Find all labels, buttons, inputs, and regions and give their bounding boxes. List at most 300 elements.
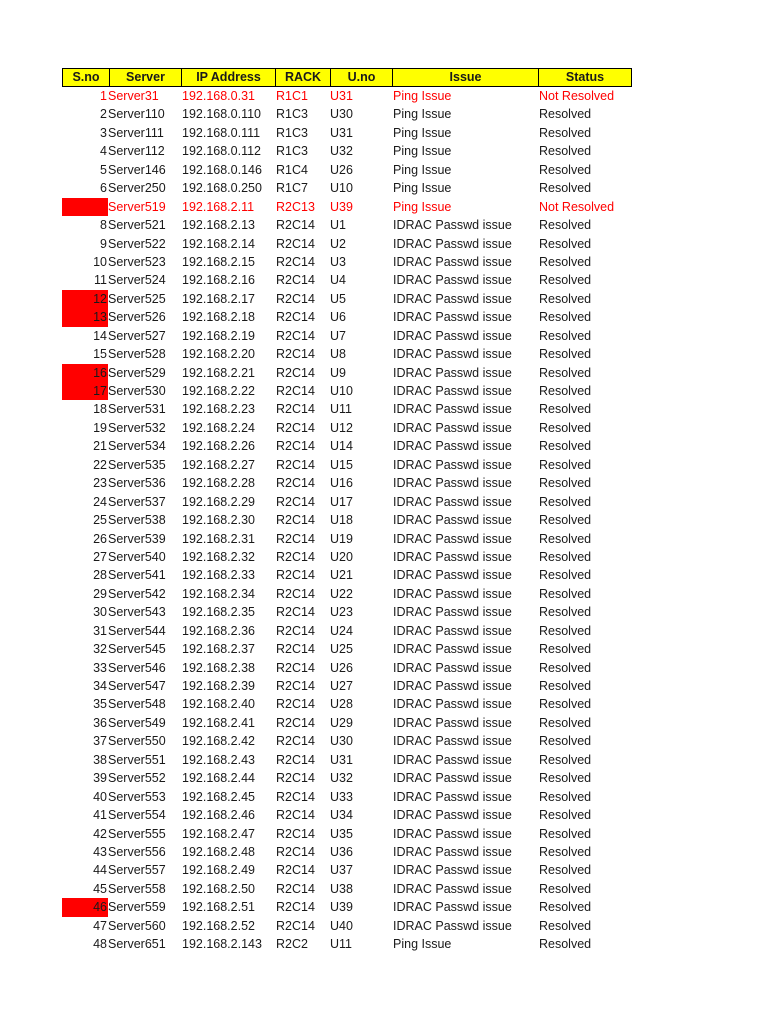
cell-sno[interactable]: 1 xyxy=(100,89,107,103)
cell-server[interactable]: Server551 xyxy=(108,752,166,767)
cell-uno[interactable]: U31 xyxy=(330,89,353,103)
cell-sno[interactable]: 15 xyxy=(93,347,107,362)
cell-ip-address[interactable]: 192.168.2.30 xyxy=(182,513,255,528)
cell-uno[interactable]: U15 xyxy=(330,457,353,472)
cell-rack[interactable]: R2C14 xyxy=(276,310,315,325)
cell-status[interactable]: Resolved xyxy=(539,365,592,380)
cell-rack[interactable]: R2C14 xyxy=(276,494,315,509)
cell-issue[interactable]: IDRAC Passwd issue xyxy=(393,457,512,472)
cell-ip-address[interactable]: 192.168.0.146 xyxy=(182,162,262,177)
cell-status[interactable]: Resolved xyxy=(539,881,592,896)
cell-ip-address[interactable]: 192.168.2.11 xyxy=(182,199,255,214)
cell-sno[interactable]: 35 xyxy=(93,697,107,712)
cell-issue[interactable]: IDRAC Passwd issue xyxy=(393,900,512,915)
cell-uno[interactable]: U22 xyxy=(330,586,353,601)
cell-uno[interactable]: U10 xyxy=(330,384,353,398)
cell-status[interactable]: Resolved xyxy=(539,844,592,859)
cell-status[interactable]: Resolved xyxy=(539,402,592,417)
cell-rack[interactable]: R2C13 xyxy=(276,199,315,214)
cell-rack[interactable]: R2C14 xyxy=(276,476,315,491)
cell-uno[interactable]: U38 xyxy=(330,881,353,896)
cell-rack[interactable]: R2C14 xyxy=(276,384,315,398)
cell-issue[interactable]: IDRAC Passwd issue xyxy=(393,476,512,491)
cell-ip-address[interactable]: 192.168.2.26 xyxy=(182,439,255,454)
cell-ip-address[interactable]: 192.168.2.47 xyxy=(182,826,255,841)
cell-sno[interactable]: 40 xyxy=(93,789,107,804)
cell-sno[interactable]: 31 xyxy=(93,623,107,638)
cell-sno[interactable]: 27 xyxy=(93,549,107,564)
cell-uno[interactable]: U1 xyxy=(330,218,346,233)
cell-sno[interactable]: 3 xyxy=(100,125,107,140)
cell-ip-address[interactable]: 192.168.2.27 xyxy=(182,457,255,472)
cell-sno[interactable]: 24 xyxy=(93,494,107,509)
cell-server[interactable]: Server522 xyxy=(108,236,166,251)
cell-ip-address[interactable]: 192.168.2.17 xyxy=(182,291,255,306)
cell-server[interactable]: Server531 xyxy=(108,402,166,417)
cell-issue[interactable]: IDRAC Passwd issue xyxy=(393,402,512,417)
header-rack[interactable]: RACK xyxy=(275,68,330,87)
cell-uno[interactable]: U11 xyxy=(330,937,353,952)
cell-uno[interactable]: U24 xyxy=(330,623,353,638)
cell-rack[interactable]: R2C14 xyxy=(276,328,315,343)
cell-issue[interactable]: Ping Issue xyxy=(393,162,452,177)
cell-uno[interactable]: U4 xyxy=(330,273,346,288)
cell-server[interactable]: Server31 xyxy=(108,89,159,103)
cell-uno[interactable]: U26 xyxy=(330,162,353,177)
cell-status[interactable]: Resolved xyxy=(539,789,592,804)
cell-server[interactable]: Server250 xyxy=(108,181,166,196)
cell-rack[interactable]: R1C3 xyxy=(276,107,308,122)
cell-rack[interactable]: R2C14 xyxy=(276,586,315,601)
cell-server[interactable]: Server111 xyxy=(108,125,164,140)
cell-ip-address[interactable]: 192.168.2.50 xyxy=(182,881,255,896)
cell-sno[interactable]: 21 xyxy=(93,439,107,454)
cell-issue[interactable]: IDRAC Passwd issue xyxy=(393,273,512,288)
cell-uno[interactable]: U11 xyxy=(330,402,353,417)
cell-sno[interactable]: 26 xyxy=(93,531,107,546)
cell-ip-address[interactable]: 192.168.2.46 xyxy=(182,808,255,823)
cell-uno[interactable]: U34 xyxy=(330,808,353,823)
cell-server[interactable]: Server651 xyxy=(108,937,166,952)
cell-status[interactable]: Resolved xyxy=(539,826,592,841)
cell-rack[interactable]: R2C14 xyxy=(276,291,315,306)
cell-rack[interactable]: R2C14 xyxy=(276,457,315,472)
cell-ip-address[interactable]: 192.168.2.24 xyxy=(182,420,255,435)
cell-uno[interactable]: U36 xyxy=(330,844,353,859)
cell-ip-address[interactable]: 192.168.2.14 xyxy=(182,236,255,251)
cell-ip-address[interactable]: 192.168.2.29 xyxy=(182,494,255,509)
cell-rack[interactable]: R2C2 xyxy=(276,937,308,952)
cell-server[interactable]: Server535 xyxy=(108,457,166,472)
cell-uno[interactable]: U28 xyxy=(330,697,353,712)
cell-uno[interactable]: U37 xyxy=(330,863,353,878)
cell-status[interactable]: Resolved xyxy=(539,125,592,140)
cell-ip-address[interactable]: 192.168.2.18 xyxy=(182,310,255,325)
cell-status[interactable]: Resolved xyxy=(539,107,592,122)
cell-sno[interactable]: 5 xyxy=(100,162,107,177)
cell-sno[interactable]: 34 xyxy=(93,679,107,693)
cell-rack[interactable]: R2C14 xyxy=(276,863,315,878)
cell-ip-address[interactable]: 192.168.0.31 xyxy=(182,89,255,103)
cell-ip-address[interactable]: 192.168.2.45 xyxy=(182,789,255,804)
cell-issue[interactable]: IDRAC Passwd issue xyxy=(393,347,512,362)
cell-sno[interactable]: 23 xyxy=(93,476,107,491)
cell-sno[interactable]: 22 xyxy=(93,457,107,472)
cell-uno[interactable]: U6 xyxy=(330,310,346,325)
cell-server[interactable]: Server550 xyxy=(108,734,166,749)
cell-server[interactable]: Server525 xyxy=(108,291,166,306)
cell-issue[interactable]: IDRAC Passwd issue xyxy=(393,734,512,749)
cell-sno[interactable]: 10 xyxy=(93,254,107,269)
cell-status[interactable]: Resolved xyxy=(539,144,592,159)
cell-sno[interactable] xyxy=(62,198,108,216)
cell-status[interactable]: Resolved xyxy=(539,752,592,767)
cell-uno[interactable]: U2 xyxy=(330,236,346,251)
cell-server[interactable]: Server559 xyxy=(108,900,166,915)
cell-server[interactable]: Server146 xyxy=(108,162,166,177)
cell-uno[interactable]: U9 xyxy=(330,365,346,380)
cell-status[interactable]: Resolved xyxy=(539,457,592,472)
cell-server[interactable]: Server524 xyxy=(108,273,166,288)
header-status[interactable]: Status xyxy=(538,68,632,87)
cell-issue[interactable]: IDRAC Passwd issue xyxy=(393,384,512,398)
cell-status[interactable]: Resolved xyxy=(539,697,592,712)
cell-rack[interactable]: R2C14 xyxy=(276,549,315,564)
cell-status[interactable]: Not Resolved xyxy=(539,199,615,214)
cell-issue[interactable]: IDRAC Passwd issue xyxy=(393,439,512,454)
cell-status[interactable]: Not Resolved xyxy=(539,89,615,103)
cell-issue[interactable]: IDRAC Passwd issue xyxy=(393,826,512,841)
cell-server[interactable]: Server539 xyxy=(108,531,166,546)
cell-sno[interactable]: 32 xyxy=(93,642,107,657)
cell-issue[interactable]: IDRAC Passwd issue xyxy=(393,808,512,823)
cell-server[interactable]: Server536 xyxy=(108,476,166,491)
cell-ip-address[interactable]: 192.168.2.39 xyxy=(182,679,255,693)
cell-issue[interactable]: Ping Issue xyxy=(393,107,452,122)
cell-status[interactable]: Resolved xyxy=(539,291,592,306)
cell-sno[interactable]: 12 xyxy=(62,290,108,308)
cell-status[interactable]: Resolved xyxy=(539,715,592,730)
cell-sno[interactable]: 43 xyxy=(93,844,107,859)
cell-rack[interactable]: R2C14 xyxy=(276,439,315,454)
cell-ip-address[interactable]: 192.168.2.40 xyxy=(182,697,255,712)
cell-ip-address[interactable]: 192.168.2.49 xyxy=(182,863,255,878)
cell-sno[interactable]: 9 xyxy=(100,236,107,251)
cell-status[interactable]: Resolved xyxy=(539,254,592,269)
cell-server[interactable]: Server560 xyxy=(108,918,166,933)
cell-rack[interactable]: R2C14 xyxy=(276,623,315,638)
cell-issue[interactable]: IDRAC Passwd issue xyxy=(393,697,512,712)
cell-sno[interactable]: 44 xyxy=(93,863,107,878)
cell-server[interactable]: Server532 xyxy=(108,420,166,435)
cell-status[interactable]: Resolved xyxy=(539,347,592,362)
cell-uno[interactable]: U30 xyxy=(330,107,353,122)
cell-status[interactable]: Resolved xyxy=(539,586,592,601)
cell-sno[interactable]: 18 xyxy=(93,402,107,417)
cell-status[interactable]: Resolved xyxy=(539,918,592,933)
cell-uno[interactable]: U30 xyxy=(330,734,353,749)
cell-ip-address[interactable]: 192.168.2.35 xyxy=(182,605,255,620)
cell-status[interactable]: Resolved xyxy=(539,513,592,528)
cell-status[interactable]: Resolved xyxy=(539,734,592,749)
cell-uno[interactable]: U33 xyxy=(330,789,353,804)
cell-ip-address[interactable]: 192.168.2.23 xyxy=(182,402,255,417)
cell-server[interactable]: Server540 xyxy=(108,549,166,564)
cell-ip-address[interactable]: 192.168.2.32 xyxy=(182,549,255,564)
cell-sno[interactable]: 41 xyxy=(93,808,107,823)
header-sno[interactable]: S.no xyxy=(62,68,109,87)
cell-ip-address[interactable]: 192.168.2.15 xyxy=(182,254,255,269)
cell-sno[interactable]: 2 xyxy=(100,107,107,122)
cell-issue[interactable]: IDRAC Passwd issue xyxy=(393,365,512,380)
cell-uno[interactable]: U3 xyxy=(330,254,346,269)
cell-uno[interactable]: U10 xyxy=(330,181,353,196)
cell-issue[interactable]: IDRAC Passwd issue xyxy=(393,236,512,251)
cell-ip-address[interactable]: 192.168.2.22 xyxy=(182,384,255,398)
cell-rack[interactable]: R2C14 xyxy=(276,218,315,233)
cell-uno[interactable]: U8 xyxy=(330,347,346,362)
header-ip-address[interactable]: IP Address xyxy=(181,68,275,87)
cell-rack[interactable]: R2C14 xyxy=(276,734,315,749)
cell-rack[interactable]: R2C14 xyxy=(276,900,315,915)
cell-server[interactable]: Server112 xyxy=(108,144,165,159)
cell-server[interactable]: Server528 xyxy=(108,347,166,362)
cell-server[interactable]: Server523 xyxy=(108,254,166,269)
cell-ip-address[interactable]: 192.168.2.37 xyxy=(182,642,255,657)
cell-ip-address[interactable]: 192.168.2.41 xyxy=(182,715,255,730)
cell-rack[interactable]: R1C3 xyxy=(276,125,308,140)
cell-status[interactable]: Resolved xyxy=(539,623,592,638)
cell-sno[interactable]: 45 xyxy=(93,881,107,896)
cell-rack[interactable]: R2C14 xyxy=(276,808,315,823)
cell-sno[interactable]: 42 xyxy=(93,826,107,841)
cell-sno[interactable]: 17 xyxy=(62,382,108,400)
cell-ip-address[interactable]: 192.168.2.33 xyxy=(182,568,255,583)
cell-issue[interactable]: IDRAC Passwd issue xyxy=(393,420,512,435)
cell-ip-address[interactable]: 192.168.0.111 xyxy=(182,125,261,140)
cell-issue[interactable]: IDRAC Passwd issue xyxy=(393,291,512,306)
cell-issue[interactable]: IDRAC Passwd issue xyxy=(393,752,512,767)
cell-ip-address[interactable]: 192.168.2.51 xyxy=(182,900,255,915)
cell-server[interactable]: Server553 xyxy=(108,789,166,804)
cell-ip-address[interactable]: 192.168.0.250 xyxy=(182,181,262,196)
cell-ip-address[interactable]: 192.168.2.43 xyxy=(182,752,255,767)
cell-server[interactable]: Server544 xyxy=(108,623,166,638)
cell-rack[interactable]: R2C14 xyxy=(276,715,315,730)
cell-uno[interactable]: U21 xyxy=(330,568,353,583)
cell-rack[interactable]: R2C14 xyxy=(276,826,315,841)
cell-uno[interactable]: U17 xyxy=(330,494,353,509)
cell-server[interactable]: Server530 xyxy=(108,384,166,398)
cell-rack[interactable]: R2C14 xyxy=(276,420,315,435)
cell-uno[interactable]: U5 xyxy=(330,291,346,306)
cell-sno[interactable]: 13 xyxy=(62,308,108,326)
cell-status[interactable]: Resolved xyxy=(539,273,592,288)
cell-status[interactable]: Resolved xyxy=(539,162,592,177)
cell-ip-address[interactable]: 192.168.2.143 xyxy=(182,937,262,952)
cell-uno[interactable]: U20 xyxy=(330,549,353,564)
cell-server[interactable]: Server519 xyxy=(108,199,166,214)
cell-sno[interactable]: 38 xyxy=(93,752,107,767)
cell-status[interactable]: Resolved xyxy=(539,476,592,491)
cell-server[interactable]: Server542 xyxy=(108,586,166,601)
cell-server[interactable]: Server545 xyxy=(108,642,166,657)
cell-status[interactable]: Resolved xyxy=(539,531,592,546)
cell-issue[interactable]: IDRAC Passwd issue xyxy=(393,310,512,325)
cell-server[interactable]: Server546 xyxy=(108,660,166,675)
cell-ip-address[interactable]: 192.168.2.21 xyxy=(182,365,255,380)
cell-server[interactable]: Server557 xyxy=(108,863,166,878)
cell-status[interactable]: Resolved xyxy=(539,771,592,786)
cell-status[interactable]: Resolved xyxy=(539,808,592,823)
cell-rack[interactable]: R2C14 xyxy=(276,531,315,546)
cell-sno[interactable]: 33 xyxy=(93,660,107,675)
cell-uno[interactable]: U29 xyxy=(330,715,353,730)
cell-uno[interactable]: U7 xyxy=(330,328,346,343)
cell-issue[interactable]: IDRAC Passwd issue xyxy=(393,881,512,896)
cell-sno[interactable]: 8 xyxy=(100,218,107,233)
cell-rack[interactable]: R2C14 xyxy=(276,752,315,767)
cell-status[interactable]: Resolved xyxy=(539,605,592,620)
cell-ip-address[interactable]: 192.168.2.42 xyxy=(182,734,255,749)
cell-rack[interactable]: R2C14 xyxy=(276,789,315,804)
cell-issue[interactable]: IDRAC Passwd issue xyxy=(393,918,512,933)
cell-status[interactable]: Resolved xyxy=(539,863,592,878)
cell-uno[interactable]: U12 xyxy=(330,420,353,435)
cell-rack[interactable]: R2C14 xyxy=(276,402,315,417)
cell-issue[interactable]: Ping Issue xyxy=(393,89,452,103)
cell-uno[interactable]: U31 xyxy=(330,125,353,140)
cell-ip-address[interactable]: 192.168.2.52 xyxy=(182,918,255,933)
cell-sno[interactable]: 28 xyxy=(93,568,107,583)
cell-issue[interactable]: Ping Issue xyxy=(393,181,452,196)
header-server[interactable]: Server xyxy=(109,68,181,87)
cell-ip-address[interactable]: 192.168.0.112 xyxy=(182,144,262,159)
cell-rack[interactable]: R2C14 xyxy=(276,697,315,712)
cell-status[interactable]: Resolved xyxy=(539,568,592,583)
cell-rack[interactable]: R2C14 xyxy=(276,918,315,933)
header-issue[interactable]: Issue xyxy=(392,68,538,87)
cell-rack[interactable]: R2C14 xyxy=(276,568,315,583)
cell-server[interactable]: Server534 xyxy=(108,439,166,454)
cell-status[interactable]: Resolved xyxy=(539,420,592,435)
cell-sno[interactable]: 39 xyxy=(93,771,107,786)
cell-rack[interactable]: R2C14 xyxy=(276,513,315,528)
cell-server[interactable]: Server538 xyxy=(108,513,166,528)
cell-rack[interactable]: R2C14 xyxy=(276,881,315,896)
cell-rack[interactable]: R2C14 xyxy=(276,844,315,859)
cell-rack[interactable]: R1C1 xyxy=(276,89,308,103)
cell-server[interactable]: Server526 xyxy=(108,310,166,325)
cell-server[interactable]: Server552 xyxy=(108,771,166,786)
cell-status[interactable]: Resolved xyxy=(539,439,592,454)
cell-rack[interactable]: R2C14 xyxy=(276,365,315,380)
cell-rack[interactable]: R2C14 xyxy=(276,254,315,269)
cell-issue[interactable]: Ping Issue xyxy=(393,937,452,952)
cell-rack[interactable]: R1C7 xyxy=(276,181,308,196)
cell-uno[interactable]: U27 xyxy=(330,679,353,693)
cell-sno[interactable]: 46 xyxy=(62,898,108,916)
cell-issue[interactable]: IDRAC Passwd issue xyxy=(393,844,512,859)
cell-server[interactable]: Server547 xyxy=(108,679,166,693)
cell-server[interactable]: Server543 xyxy=(108,605,166,620)
cell-issue[interactable]: IDRAC Passwd issue xyxy=(393,513,512,528)
cell-issue[interactable]: IDRAC Passwd issue xyxy=(393,586,512,601)
cell-sno[interactable]: 19 xyxy=(93,420,107,435)
cell-issue[interactable]: IDRAC Passwd issue xyxy=(393,771,512,786)
cell-server[interactable]: Server554 xyxy=(108,808,166,823)
cell-sno[interactable]: 11 xyxy=(94,273,107,288)
header-uno[interactable]: U.no xyxy=(330,68,392,87)
cell-issue[interactable]: IDRAC Passwd issue xyxy=(393,642,512,657)
cell-uno[interactable]: U39 xyxy=(330,199,353,214)
cell-ip-address[interactable]: 192.168.2.44 xyxy=(182,771,255,786)
cell-ip-address[interactable]: 192.168.2.38 xyxy=(182,660,255,675)
cell-status[interactable]: Resolved xyxy=(539,642,592,657)
cell-rack[interactable]: R2C14 xyxy=(276,771,315,786)
cell-sno[interactable]: 47 xyxy=(93,918,107,933)
cell-server[interactable]: Server556 xyxy=(108,844,166,859)
cell-status[interactable]: Resolved xyxy=(539,549,592,564)
cell-uno[interactable]: U26 xyxy=(330,660,353,675)
cell-sno[interactable]: 29 xyxy=(93,586,107,601)
cell-server[interactable]: Server529 xyxy=(108,365,166,380)
cell-issue[interactable]: IDRAC Passwd issue xyxy=(393,623,512,638)
cell-sno[interactable]: 30 xyxy=(93,605,107,620)
cell-issue[interactable]: IDRAC Passwd issue xyxy=(393,531,512,546)
cell-ip-address[interactable]: 192.168.2.19 xyxy=(182,328,255,343)
cell-ip-address[interactable]: 192.168.2.48 xyxy=(182,844,255,859)
cell-ip-address[interactable]: 192.168.2.34 xyxy=(182,586,255,601)
cell-server[interactable]: Server110 xyxy=(108,107,165,122)
cell-status[interactable]: Resolved xyxy=(539,218,592,233)
cell-issue[interactable]: IDRAC Passwd issue xyxy=(393,494,512,509)
cell-sno[interactable]: 25 xyxy=(93,513,107,528)
cell-status[interactable]: Resolved xyxy=(539,236,592,251)
cell-issue[interactable]: IDRAC Passwd issue xyxy=(393,789,512,804)
cell-status[interactable]: Resolved xyxy=(539,494,592,509)
cell-server[interactable]: Server541 xyxy=(108,568,166,583)
cell-ip-address[interactable]: 192.168.2.13 xyxy=(182,218,255,233)
cell-uno[interactable]: U16 xyxy=(330,476,353,491)
cell-sno[interactable]: 48 xyxy=(93,937,107,952)
cell-sno[interactable]: 37 xyxy=(93,734,107,749)
cell-sno[interactable]: 36 xyxy=(93,715,107,730)
cell-issue[interactable]: IDRAC Passwd issue xyxy=(393,715,512,730)
cell-uno[interactable]: U40 xyxy=(330,918,353,933)
cell-rack[interactable]: R2C14 xyxy=(276,605,315,620)
cell-status[interactable]: Resolved xyxy=(539,328,592,343)
cell-uno[interactable]: U39 xyxy=(330,900,353,915)
cell-status[interactable]: Resolved xyxy=(539,679,592,693)
cell-rack[interactable]: R2C14 xyxy=(276,347,315,362)
cell-rack[interactable]: R2C14 xyxy=(276,236,315,251)
cell-issue[interactable]: Ping Issue xyxy=(393,144,452,159)
cell-issue[interactable]: IDRAC Passwd issue xyxy=(393,863,512,878)
cell-uno[interactable]: U25 xyxy=(330,642,353,657)
cell-uno[interactable]: U19 xyxy=(330,531,353,546)
cell-status[interactable]: Resolved xyxy=(539,900,592,915)
cell-issue[interactable]: IDRAC Passwd issue xyxy=(393,254,512,269)
cell-server[interactable]: Server549 xyxy=(108,715,166,730)
cell-issue[interactable]: Ping Issue xyxy=(393,199,452,214)
cell-server[interactable]: Server527 xyxy=(108,328,166,343)
cell-status[interactable]: Resolved xyxy=(539,310,592,325)
cell-issue[interactable]: IDRAC Passwd issue xyxy=(393,328,512,343)
cell-status[interactable]: Resolved xyxy=(539,660,592,675)
cell-ip-address[interactable]: 192.168.2.20 xyxy=(182,347,255,362)
cell-status[interactable]: Resolved xyxy=(539,181,592,196)
